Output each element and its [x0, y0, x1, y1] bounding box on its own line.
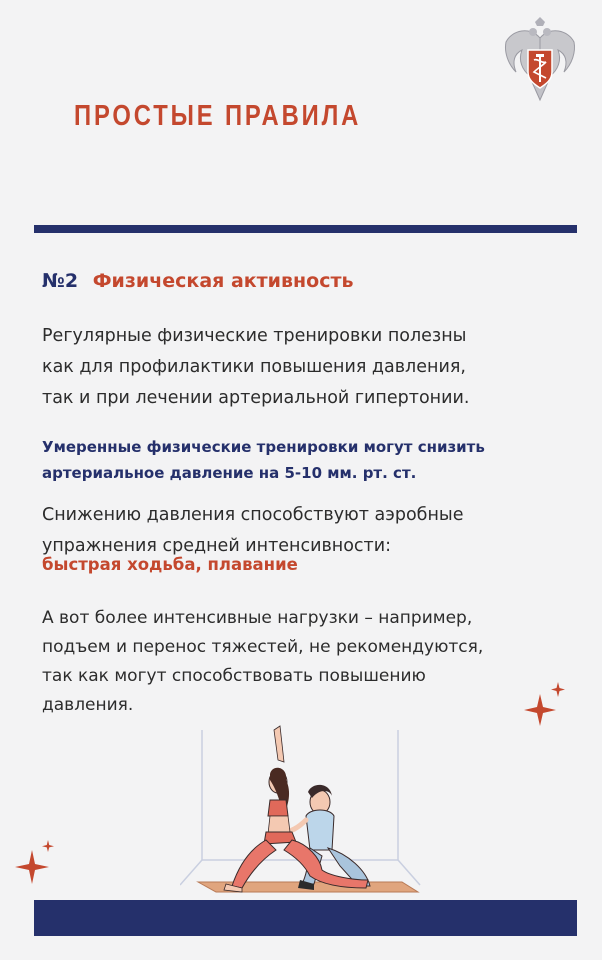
text-line: упражнения средней интенсивности:	[42, 536, 392, 556]
top-divider	[34, 225, 577, 233]
footer-bar	[34, 900, 577, 936]
text-line: так как могут способствовать повышению	[42, 666, 426, 686]
text-line: подъем и перенос тяжестей, не рекомендуются,	[42, 637, 484, 657]
sparkle-icon	[12, 838, 62, 886]
ministry-emblem-icon	[500, 16, 580, 106]
text-line: Умеренные физические тренировки могут снизить	[42, 438, 485, 456]
aerobic-examples: быстрая ходьба, плавание	[42, 555, 298, 574]
text-line: давления.	[42, 695, 134, 715]
aerobic-paragraph	[42, 500, 464, 562]
sparkle-icon	[514, 680, 570, 728]
section-number: №2	[42, 270, 79, 292]
warning-paragraph	[42, 604, 483, 720]
intro-paragraph	[42, 321, 469, 414]
text-line: артериальное давление на 5-10 мм. рт. ст.	[42, 464, 417, 482]
text-line: так и при лечении артериальной гипертонии.	[42, 388, 470, 408]
section-title: Физическая активность	[92, 270, 354, 292]
text-line: Снижению давления способствуют аэробные	[42, 505, 464, 525]
section-heading	[42, 270, 354, 292]
text-line: А вот более интенсивные нагрузки – например,	[42, 608, 473, 628]
text-line: как для профилактики повышения давления,	[42, 357, 466, 377]
yoga-illustration	[180, 720, 430, 900]
key-fact-paragraph	[42, 434, 485, 486]
page-title: ПРОСТЫЕ ПРАВИЛА	[74, 100, 362, 132]
text-line: Регулярные физические тренировки полезны	[42, 326, 467, 346]
